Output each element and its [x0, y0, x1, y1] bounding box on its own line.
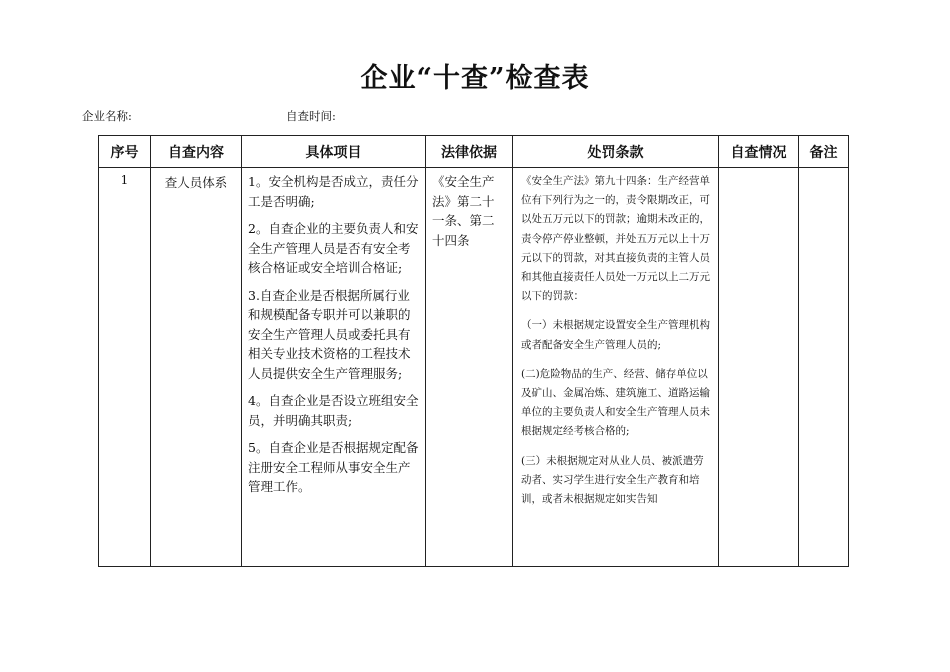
item-text: 4。自查企业是否设立班组安全员，并明确其职责;	[248, 393, 419, 428]
row-penalty	[513, 168, 719, 567]
penalty-text: (三）未根据规定对从业人员、被派遣劳动者、实习学生进行安全生产教育和培训，或者未根据规定如实告知	[521, 454, 704, 506]
header-law: 法律依据	[426, 136, 513, 168]
table-row	[99, 168, 849, 567]
page-title: 企业“十查”检查表	[360, 63, 590, 94]
item-text: 5。自查企业是否根据规定配备注册安全工程师从事安全生产管理工作。	[248, 440, 419, 494]
header-penalty: 处罚条款	[513, 136, 719, 168]
item-text: 3.自查企业是否根据所属行业和规模配备专职并可以兼职的安全生产管理人员或委托具有相关专业技术资格的工程技术人员提供安全生产管理服务;	[248, 287, 411, 381]
inspection-table	[98, 135, 849, 567]
penalty-text: 《安全生产法》第九十四条：生产经营单位有下列行为之一的，责令限期改正，可以处五万元以下的罚款；逾期未改正的，责令停产停业整顿，并处五万元以上十万元以下的罚款，对其直接负责的主管人员和其他直接责任人员处一万元以上二万元以下的罚款：	[521, 175, 710, 303]
row-content: 查人员体系	[151, 168, 242, 567]
header-content: 自查内容	[151, 136, 242, 168]
row-law: 《安全生产法》第二十一条、第二十四条	[426, 168, 513, 567]
check-time-label: 自查时间:	[286, 109, 336, 123]
row-number: 1	[99, 168, 151, 567]
table-header-row	[99, 136, 849, 168]
penalty-text: （一）未根据规定设置安全生产管理机构或者配备安全生产管理人员的;	[521, 319, 710, 351]
item-text: 2。自查企业的主要负责人和安全生产管理人员是否有安全考核合格证或安全培训合格证;	[248, 221, 419, 275]
row-remark[interactable]	[799, 168, 849, 567]
header-remark: 备注	[799, 136, 849, 168]
item-text: 1。安全机构是否成立，责任分工是否明确;	[248, 174, 419, 209]
header-no: 序号	[99, 136, 151, 168]
header-self-check: 自查情况	[719, 136, 799, 168]
row-items	[242, 168, 426, 567]
row-self-check[interactable]	[719, 168, 799, 567]
header-items: 具体项目	[242, 136, 426, 168]
company-name-label: 企业名称:	[82, 109, 132, 123]
penalty-text: (二)危险物品的生产、经营、储存单位以及矿山、金属冶炼、建筑施工、道路运输单位的主要负责人和安全生产管理人员未根据规定经考核合格的;	[521, 367, 710, 438]
